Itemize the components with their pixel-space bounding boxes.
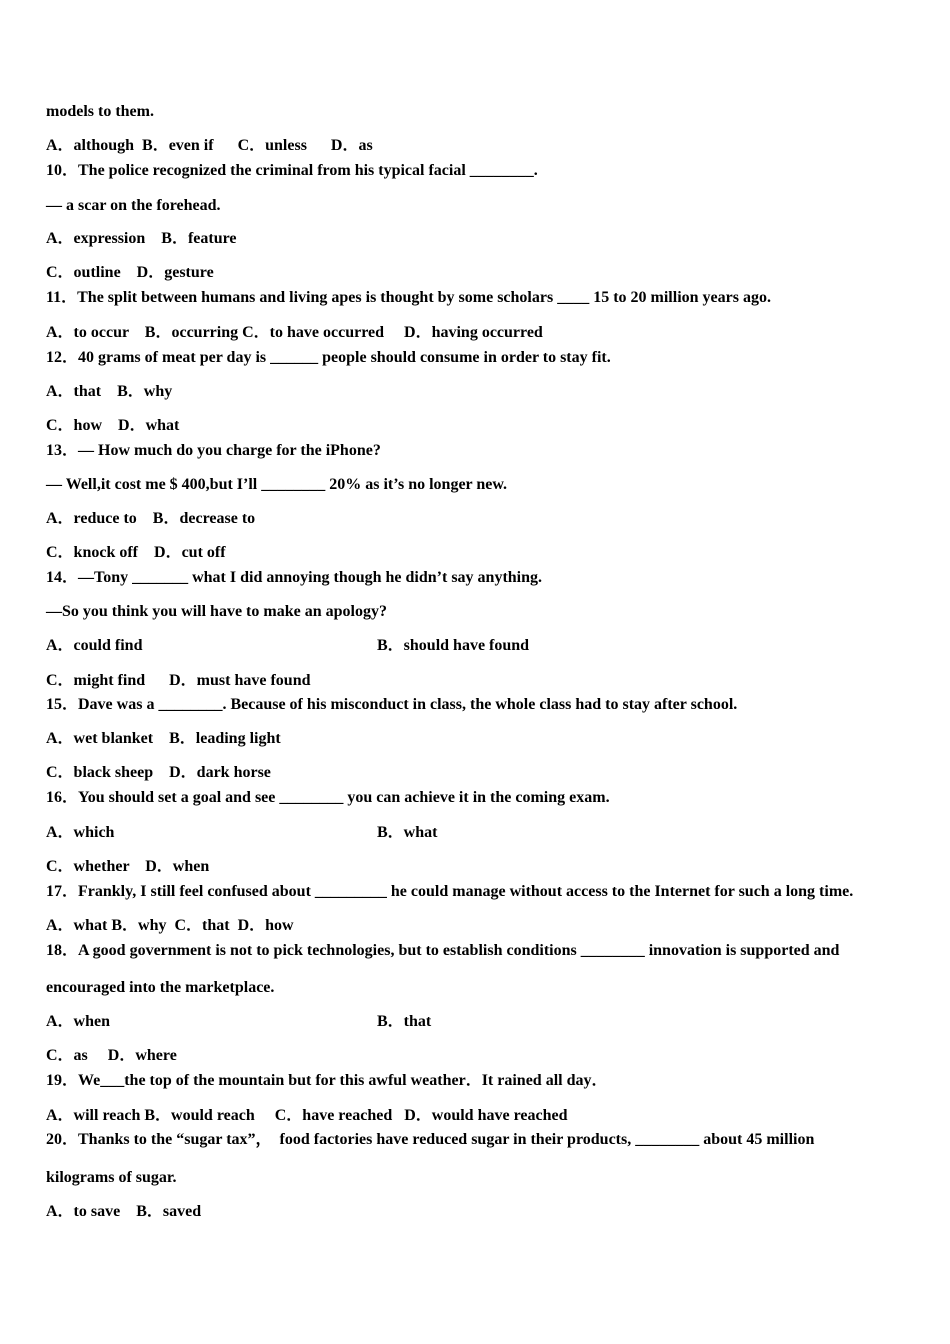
question-17: 17．Frankly, I still feel confused about _________ he could manage without access to the Internet for such a long time. [46, 883, 854, 900]
question-20: 20．Thanks to the “sugar tax”， food factories have reduced sugar in their products, ________ about 45 million [46, 1131, 815, 1148]
text-line: models to them. [46, 103, 154, 120]
text-line: encouraged into the marketplace. [46, 979, 275, 996]
text-line: — Well,it cost me $ 400,but I’ll ________ 20% as it’s no longer new. [46, 476, 508, 493]
option-line: A．although B．even if C．unless D．as [46, 137, 373, 154]
text-line: — a scar on the forehead. [46, 197, 221, 214]
option-line: C．how D．what [46, 417, 180, 434]
option-line: C．as D．where [46, 1047, 177, 1064]
option-line: A．what B．why C．that D．how [46, 917, 294, 934]
option-line: C．whether D．when [46, 858, 210, 875]
question-11: 11．The split between humans and living apes is thought by some scholars ____ 15 to 20 million years ago. [46, 289, 771, 306]
text-line: kilograms of sugar. [46, 1169, 177, 1186]
question-13: 13．— How much do you charge for the iPhone? [46, 442, 381, 459]
option-b: B．that [377, 1013, 432, 1030]
option-line: A．which [46, 824, 115, 841]
option-line: C．might find D．must have found [46, 672, 311, 689]
option-line: A．will reach B．would reach C．have reached D．would have reached [46, 1107, 568, 1124]
question-12: 12．40 grams of meat per day is ______ people should consume in order to stay fit. [46, 349, 611, 366]
option-b: B．should have found [377, 637, 530, 654]
option-line: A．wet blanket B．leading light [46, 730, 281, 747]
text-line: —So you think you will have to make an apology? [46, 603, 387, 620]
option-line: A．expression B．feature [46, 230, 237, 247]
option-line: A．when [46, 1013, 111, 1030]
option-line: A．could find [46, 637, 143, 654]
option-line: A．reduce to B．decrease to [46, 510, 256, 527]
question-10: 10．The police recognized the criminal from his typical facial ________. [46, 162, 538, 179]
question-19: 19．We___the top of the mountain but for this awful weather．It rained all day． [46, 1072, 608, 1089]
question-18: 18．A good government is not to pick technologies, but to establish conditions ________ innovation is supported and [46, 942, 840, 959]
option-line: A．to occur B．occurring C．to have occurred D．having occurred [46, 324, 543, 341]
question-16: 16．You should set a goal and see ________ you can achieve it in the coming exam. [46, 789, 610, 806]
option-line: A．to save B．saved [46, 1203, 202, 1220]
question-15: 15．Dave was a ________. Because of his misconduct in class, the whole class had to stay after school. [46, 696, 738, 713]
option-line: C．black sheep D．dark horse [46, 764, 271, 781]
option-line: A．that B．why [46, 383, 173, 400]
question-14: 14．—Tony _______ what I did annoying though he didn’t say anything. [46, 569, 543, 586]
option-line: C．knock off D．cut off [46, 544, 226, 561]
option-line: C．outline D．gesture [46, 264, 214, 281]
option-b: B．what [377, 824, 438, 841]
